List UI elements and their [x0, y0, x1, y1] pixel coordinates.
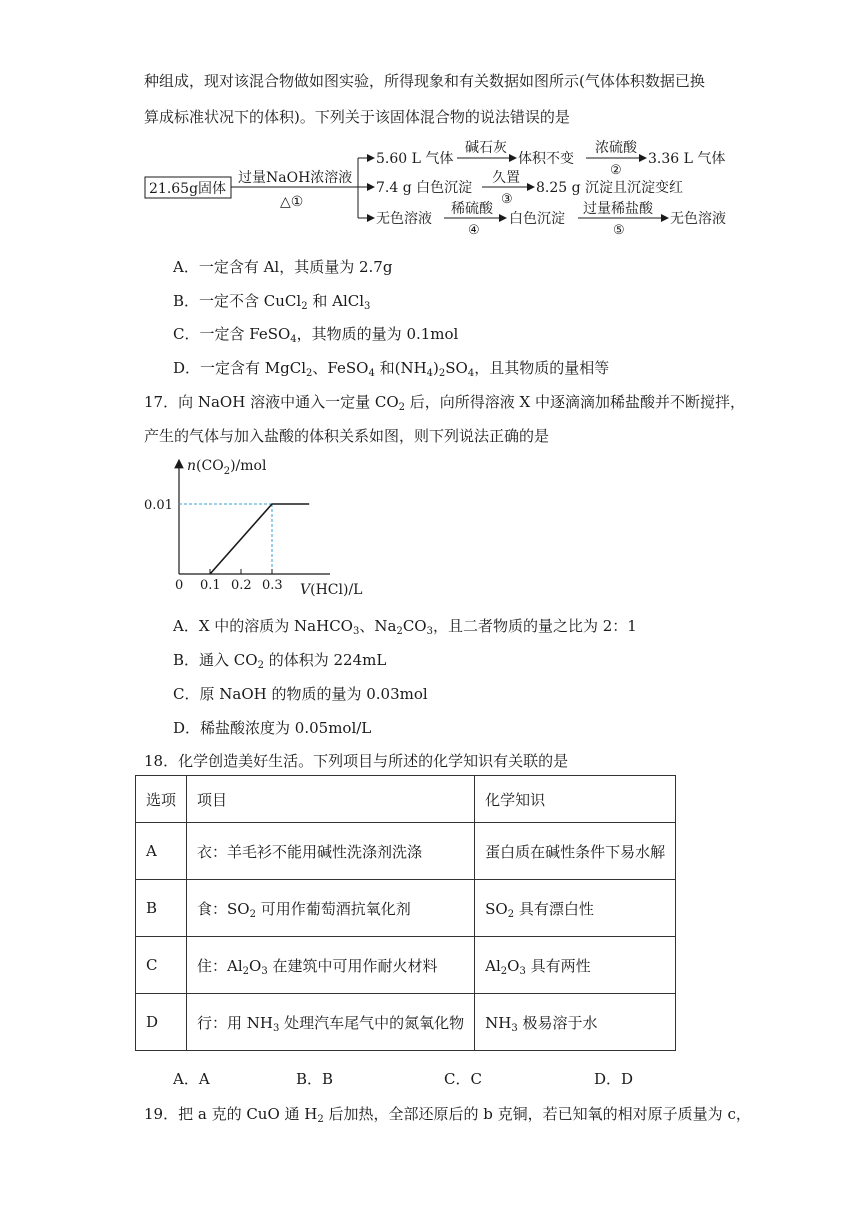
row1-arrow2-bottom: ② [610, 163, 622, 178]
row2-arrow-top: 久置 [492, 170, 520, 186]
row-b-option: B [136, 880, 187, 937]
row1-mid: 体积不变 [518, 151, 574, 167]
q19-stem: 19．把 a 克的 CuO 通 $H_2$ 后加热，全部还原后的 b 克铜，若已知氧的相对原子质量为 c， [144, 1105, 751, 1125]
table-row [136, 994, 676, 1051]
q16-option-b: B．一定不含 CuCl$_2$ 和 AlCl$_3$ [173, 292, 371, 312]
table-row [136, 937, 676, 994]
row1-arrow1-top: 碱石灰 [465, 140, 507, 156]
q16-option-c: C．一定含 FeSO$_4$，其物质的量为 0.1mol [173, 325, 459, 345]
y-axis-label: $n(CO_2)$/mol [187, 458, 267, 477]
row-a-knowledge: 蛋白质在碱性条件下易水解 [475, 823, 676, 880]
row-a-item: 衣：羊毛衫不能用碱性洗涤剂洗涤 [187, 823, 475, 880]
header-item: 项目 [187, 776, 475, 823]
q18-table [135, 775, 676, 1051]
row3-arrow2-bottom: ⑤ [613, 223, 625, 238]
row-d-item: 行：用 $NH_3$ 处理汽车尾气中的氮氧化物 [187, 994, 475, 1051]
q17-stem-line1: 17．向 NaOH 溶液中通入一定量 $CO_2$ 后，向所得溶液 X 中逐滴滴加稀盐酸并不断搅拌， [144, 393, 745, 413]
row3-arrow2-top: 过量稀盐酸 [583, 201, 653, 217]
table-row [136, 823, 676, 880]
row3-arrow1-bottom: ④ [468, 223, 480, 238]
q17-option-d: D．稀盐酸浓度为 0.05mol/L [173, 719, 372, 737]
q18-answer-b: B．B [296, 1070, 334, 1088]
y-tick-label-1: 0.01 [144, 498, 173, 513]
header-knowledge: 化学知识 [475, 776, 676, 823]
q18-stem: 18．化学创造美好生活。下列项目与所述的化学知识有关联的是 [144, 752, 569, 770]
table-header-row [136, 776, 676, 823]
q16-option-a: A．一定含有 Al，其质量为 2.7g [173, 258, 393, 276]
row3-product: 无色溶液 [376, 211, 432, 227]
series-line [210, 504, 309, 574]
row-c-item: 住：$Al_2O_3$ 在建筑中可用作耐火材料 [187, 937, 475, 994]
q17-chart [140, 452, 370, 600]
row2-arrow-bottom: ③ [501, 192, 513, 207]
main-arrow-top: 过量NaOH浓溶液 [238, 170, 353, 186]
header-option: 选项 [136, 776, 187, 823]
main-arrow-bottom: △① [280, 194, 304, 210]
q17-option-a: A．X 中的溶质为 NaHCO$_3$、$Na_2CO_3$，且二者物质的量之比为 2：1 [173, 617, 637, 637]
row1-end: 3.36 L 气体 [648, 151, 726, 167]
q16-flow-diagram [140, 136, 740, 240]
x-axis-label: V(HCl)/L [300, 582, 363, 598]
x-tick-label-1: 0.1 [200, 578, 221, 593]
row3-mid: 白色沉淀 [509, 211, 565, 227]
row-c-knowledge: $Al_2O_3$ 具有两性 [475, 937, 676, 994]
row-c-option: C [136, 937, 187, 994]
q16-option-d: D．一定含有 MgCl$_2$、FeSO$_4$ 和$(NH_4)_2SO_4$，且其物质的量相等 [173, 359, 610, 379]
row2-product: 7.4 g 白色沉淀 [376, 180, 473, 196]
row-b-knowledge: $SO_2$ 具有漂白性 [475, 880, 676, 937]
row-d-option: D [136, 994, 187, 1051]
row3-end: 无色溶液 [670, 211, 726, 227]
table-row [136, 880, 676, 937]
q18-answer-c: C．C [444, 1070, 482, 1088]
row1-product: 5.60 L 气体 [376, 151, 454, 167]
row-b-item: 食：$SO_2$ 可用作葡萄酒抗氧化剂 [187, 880, 475, 937]
q18-answer-d: D．D [594, 1070, 634, 1088]
q18-answer-a: A．A [173, 1070, 210, 1088]
q17-option-c: C．原 NaOH 的物质的量为 0.03mol [173, 685, 428, 703]
q17-option-b: B．通入 $CO_2$ 的体积为 224mL [173, 651, 387, 671]
row-a-option: A [136, 823, 187, 880]
q16-intro-line2: 算成标准状况下的体积)。下列关于该固体混合物的说法错误的是 [144, 108, 570, 126]
row2-end: 8.25 g 沉淀且沉淀变红 [536, 180, 684, 196]
q16-intro-line1: 种组成，现对该混合物做如图实验，所得现象和有关数据如图所示(气体体积数据已换 [144, 72, 705, 90]
origin-label: 0 [175, 578, 184, 593]
start-box-label: 21.65g固体 [149, 181, 227, 197]
row1-arrow2-top: 浓硫酸 [595, 140, 637, 156]
x-tick-label-3: 0.3 [262, 578, 283, 593]
row3-arrow1-top: 稀硫酸 [451, 201, 493, 217]
x-tick-label-2: 0.2 [231, 578, 252, 593]
q17-stem-line2: 产生的气体与加入盐酸的体积关系如图，则下列说法正确的是 [144, 427, 550, 445]
row-d-knowledge: $NH_3$ 极易溶于水 [475, 994, 676, 1051]
